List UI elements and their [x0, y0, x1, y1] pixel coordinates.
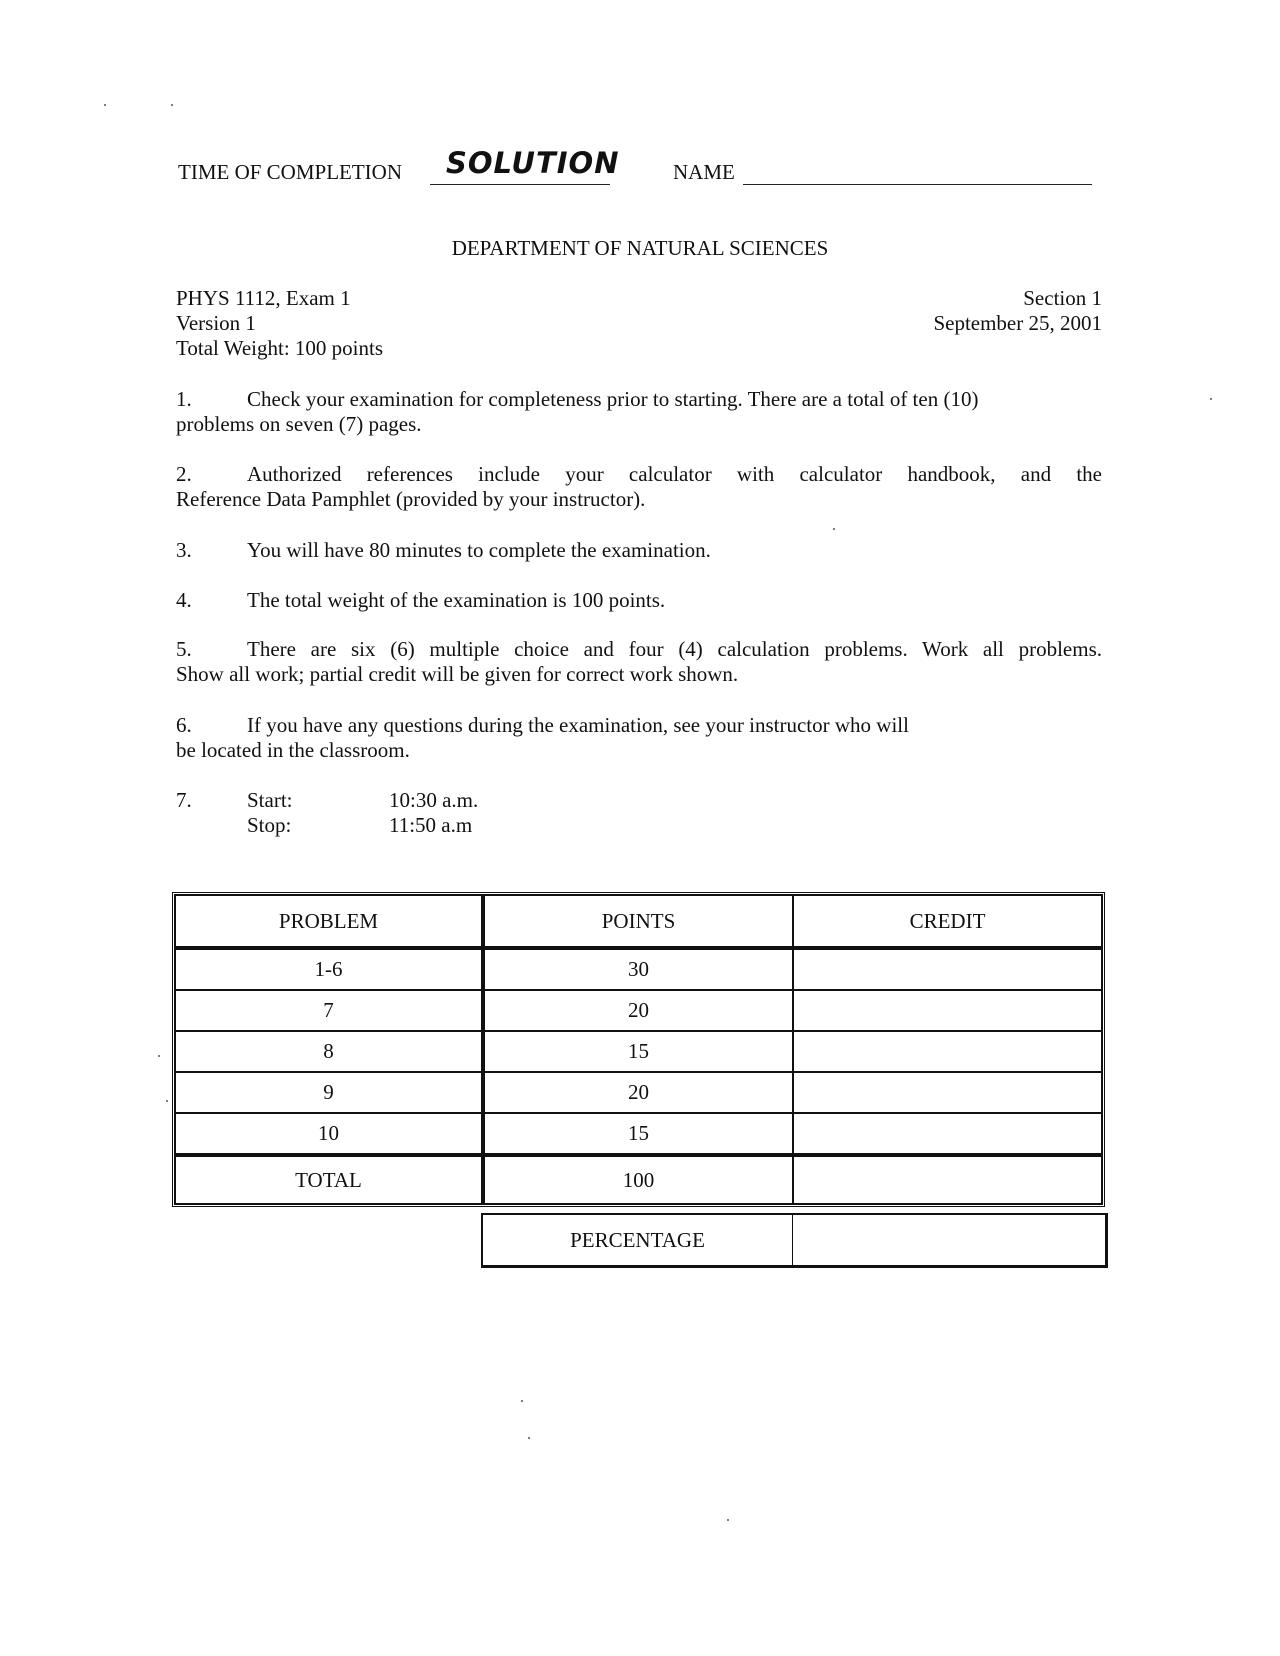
percentage-label: PERCENTAGE	[483, 1215, 793, 1265]
exam-date: September 25, 2001	[933, 311, 1102, 335]
instruction-2	[176, 462, 1102, 512]
instruction-3	[176, 538, 1102, 563]
table-row	[175, 1072, 1102, 1113]
scan-speck	[1210, 398, 1212, 400]
scan-speck	[833, 528, 835, 530]
instruction-text: Authorized references include your calculator with calculator handbook, and the	[247, 462, 1102, 486]
problem-cell: 8	[175, 1031, 484, 1072]
header-credit: CREDIT	[793, 895, 1102, 949]
course-code: PHYS 1112, Exam 1	[176, 286, 351, 310]
problem-cell: 10	[175, 1113, 484, 1154]
time-of-completion-line	[430, 184, 610, 185]
instruction-text: Check your examination for completeness prior to starting. There are a total of ten (10)	[247, 387, 979, 411]
header-points: POINTS	[484, 895, 793, 949]
credit-cell[interactable]	[793, 949, 1102, 990]
total-label: TOTAL	[175, 1154, 484, 1204]
points-cell: 15	[484, 1031, 793, 1072]
scan-speck	[727, 1519, 729, 1521]
start-label: Start:	[247, 788, 293, 812]
problem-cell: 7	[175, 990, 484, 1031]
instruction-text: If you have any questions during the examination, see your instructor who will	[247, 713, 909, 737]
points-cell: 20	[484, 1072, 793, 1113]
instruction-5	[176, 637, 1102, 687]
instruction-1	[176, 387, 1102, 437]
time-of-completion-label: TIME OF COMPLETION	[178, 160, 402, 184]
stop-label: Stop:	[247, 813, 292, 837]
score-table-header-row	[175, 895, 1102, 949]
credit-cell[interactable]	[793, 1113, 1102, 1154]
table-row	[175, 990, 1102, 1031]
total-credit[interactable]	[793, 1154, 1102, 1204]
instruction-6	[176, 713, 1102, 763]
credit-cell[interactable]	[793, 1072, 1102, 1113]
instruction-number: 2.	[176, 462, 192, 486]
problem-cell: 9	[175, 1072, 484, 1113]
time-of-completion-value: SOLUTION	[446, 146, 620, 180]
table-row	[175, 1031, 1102, 1072]
schedule-number: 7.	[176, 788, 192, 812]
points-cell: 20	[484, 990, 793, 1031]
start-time: 10:30 a.m.	[389, 788, 479, 812]
scan-speck	[171, 104, 173, 106]
instruction-number: 3.	[176, 538, 192, 562]
total-points: 100	[484, 1154, 793, 1204]
instruction-text: You will have 80 minutes to complete the examination.	[247, 538, 711, 562]
credit-cell[interactable]	[793, 1031, 1102, 1072]
problem-cell: 1-6	[175, 949, 484, 990]
section: Section 1	[1023, 286, 1102, 310]
percentage-value[interactable]	[793, 1215, 1105, 1265]
instruction-text: There are six (6) multiple choice and four (4) calculation problems. Work all problems.	[247, 637, 1102, 661]
table-row	[175, 949, 1102, 990]
instruction-continuation: problems on seven (7) pages.	[176, 412, 422, 436]
table-row	[175, 1113, 1102, 1154]
instruction-number: 5.	[176, 637, 192, 661]
scan-speck	[158, 1055, 160, 1057]
scan-speck	[528, 1437, 530, 1439]
stop-time: 11:50 a.m	[389, 813, 473, 837]
instruction-4	[176, 588, 1102, 613]
scan-speck	[104, 104, 106, 106]
instruction-continuation: Show all work; partial credit will be given for correct work shown.	[176, 662, 739, 686]
header-problem: PROBLEM	[175, 895, 484, 949]
instruction-text: The total weight of the examination is 100 points.	[247, 588, 666, 612]
instruction-continuation: be located in the classroom.	[176, 738, 410, 762]
total-weight: Total Weight: 100 points	[176, 336, 384, 360]
instruction-continuation: Reference Data Pamphlet (provided by your instructor).	[176, 487, 646, 511]
department-title: DEPARTMENT OF NATURAL SCIENCES	[451, 236, 829, 260]
exam-version: Version 1	[176, 311, 256, 335]
percentage-row	[481, 1213, 1108, 1268]
name-line	[743, 184, 1092, 185]
instruction-number: 4.	[176, 588, 192, 612]
points-cell: 30	[484, 949, 793, 990]
credit-cell[interactable]	[793, 990, 1102, 1031]
scan-speck	[521, 1400, 523, 1402]
scan-speck	[166, 1100, 168, 1102]
instruction-number: 1.	[176, 387, 192, 411]
total-row	[175, 1154, 1102, 1204]
score-table	[172, 892, 1105, 1207]
points-cell: 15	[484, 1113, 793, 1154]
name-label: NAME	[673, 160, 735, 184]
instruction-number: 6.	[176, 713, 192, 737]
